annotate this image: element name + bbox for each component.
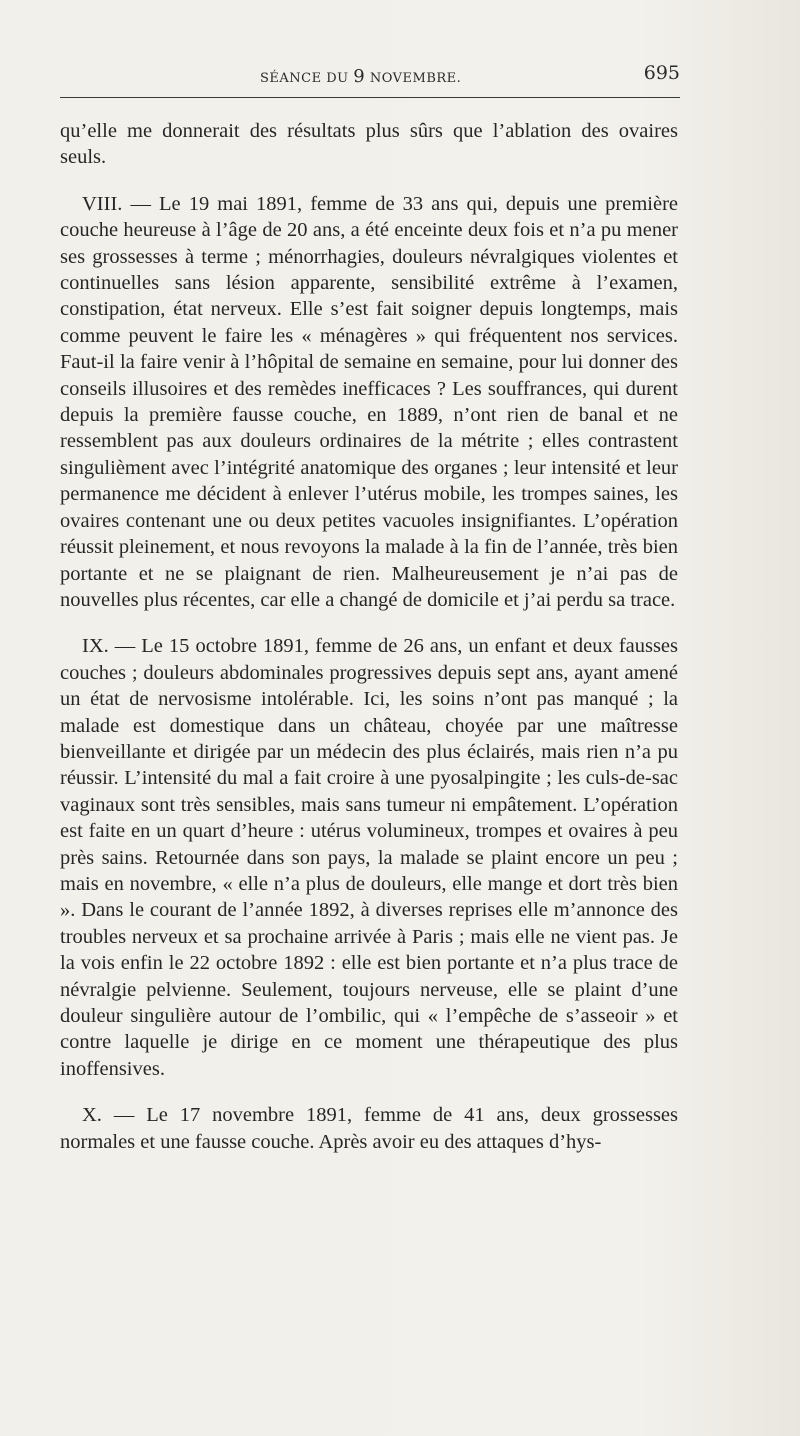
running-head <box>260 66 461 87</box>
page-number: 695 <box>643 62 680 84</box>
paragraph-case-ix: IX. — Le 15 octobre 1891, femme de 26 ans, un enfant et deux fausses couches ; douleurs abdominales progressives depuis sept ans, ayant amené un état de nervosisme intolérable. Ici, les soins n’ont pas manqué ; la malade est domestique dans un château, choyée par une maîtresse bienveillante et dirigée par un médecin des plus éclairés, mais rien n’a pu réussir. L’intensité du mal a fait croire à une pyosalpingite ; les culs-de-sac vaginaux sont très sensibles, mais sans tumeur ni empâtement. L’opération est faite en un quart d’heure : utérus volumineux, trompes et ovaires à peu près sains. Retournée dans son pays, la malade se plaint encore un peu ; mais en novembre, « elle n’a plus de douleurs, elle mange et dort très bien ». Dans le courant de l’année 1892, à diverses reprises elle m’annonce des troubles nerveux et sa prochaine arrivée à Paris ; mais elle ne vient pas. Je la vois enfin le 22 octobre 1892 : elle est bien portante et n’a plus trace de névralgie pelvienne. Seulement, toujours nerveuse, elle se plaint d’une douleur singulière autour de l’ombilic, qui « l’empêche de s’asseoir » et contre laquelle je dirige en ce moment une thérapeutique des plus inoffensives. <box>60 635 678 1080</box>
body-text <box>60 118 678 1155</box>
running-head-number: 9 <box>353 66 366 87</box>
paragraph-case-viii: VIII. — Le 19 mai 1891, femme de 33 ans qui, depuis une première couche heureuse à l’âge de 20 ans, a été enceinte deux fois et n’a pu mener ses grossesses à terme ; ménorrhagies, douleurs névralgiques violentes et continuelles sans lésion apparente, sensibilité extrême à l’examen, constipation, état nerveux. Elle s’est fait soigner depuis longtemps, mais comme peuvent le faire les « ménagères » qui fréquentent nos services. Faut-il la faire venir à l’hôpital de semaine en semaine, pour lui donner des conseils illusoires et des remèdes inefficaces ? Les souffrances, qui durent depuis la première fausse couche, en 1889, n’ont rien de banal et ne ressemblent pas aux douleurs ordinaires de la métrite ; elles contrastent singulièment avec l’intégrité anatomique des organes ; leur intensité et leur permanence me décident à enlever l’utérus mobile, les trompes saines, les ovaires contenant une ou deux petites vacuoles insignifiantes. L’opération réussit pleinement, et nous revoyons la malade à la fin de l’année, très bien portante et ne se plaignant de rien. Malheureusement je n’ai pas de nouvelles plus récentes, car elle a changé de domicile et j’ai perdu sa trace. <box>60 192 678 611</box>
paragraph-case-x: X. — Le 17 novembre 1891, femme de 41 ans, deux grossesses normales et une fausse couche. Après avoir eu des attaques d’hys- <box>60 1104 678 1153</box>
paragraph-continuation: qu’elle me donnerait des résultats plus sûrs que l’ablation des ovaires seuls. <box>60 120 678 169</box>
page-header <box>60 62 680 92</box>
header-rule <box>60 97 680 98</box>
running-head-after: NOVEMBRE. <box>365 71 462 86</box>
running-head-before: SÉANCE DU <box>260 71 354 86</box>
